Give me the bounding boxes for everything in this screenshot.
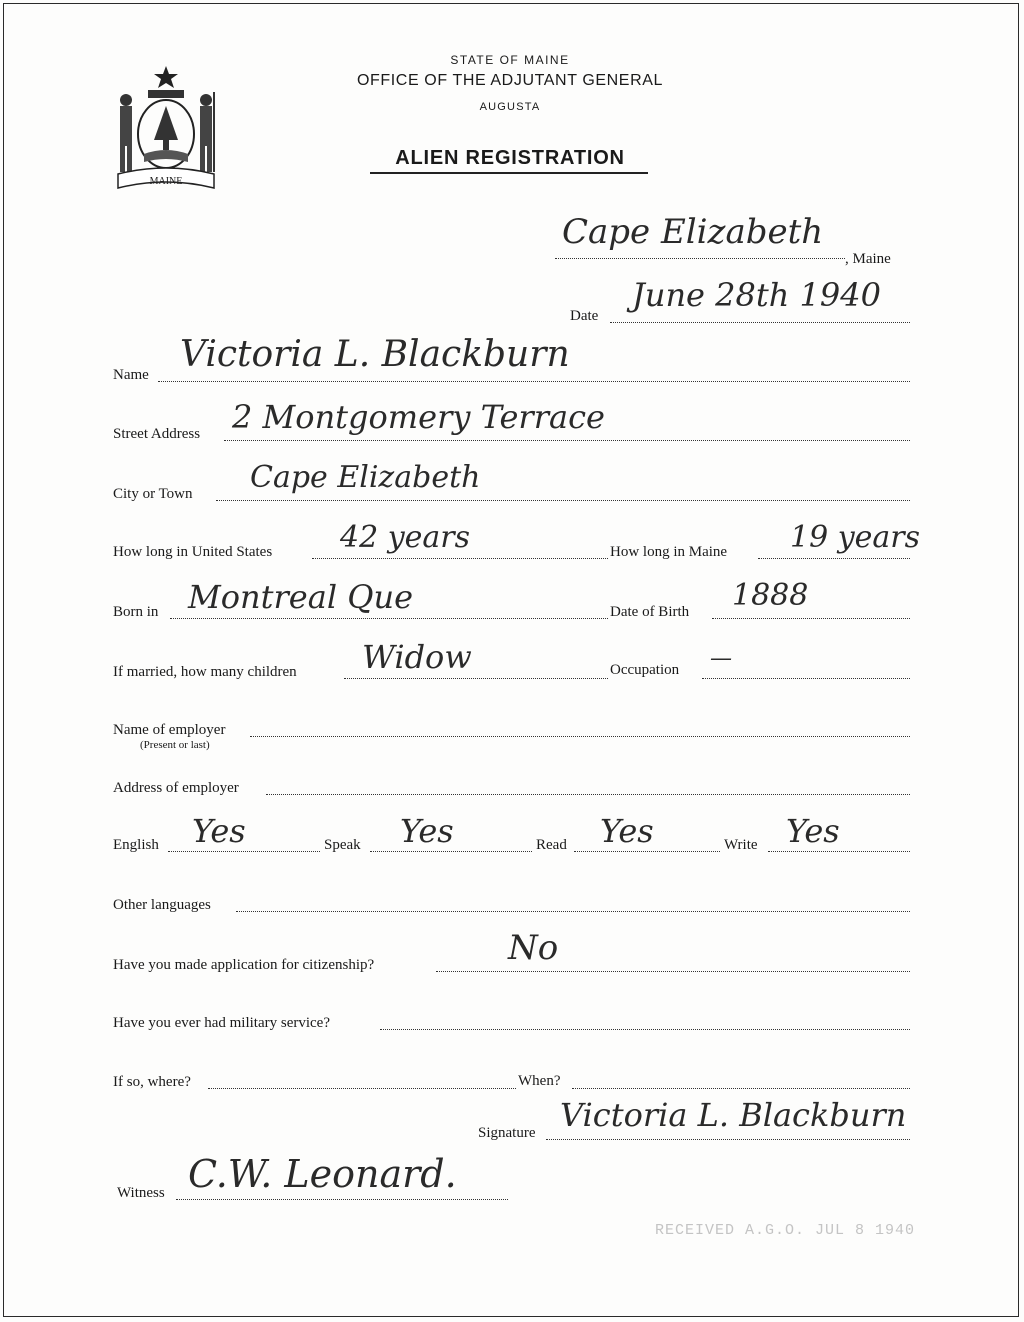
witness-label: Witness	[117, 1185, 165, 1201]
date-label: Date	[570, 308, 599, 324]
dob-value: 1888	[732, 578, 809, 613]
employer-label: Name of employer	[113, 722, 226, 738]
when-label: When?	[518, 1073, 561, 1089]
dob-line	[712, 618, 910, 619]
where-label: If so, where?	[113, 1074, 191, 1090]
how-long-maine-label: How long in Maine	[610, 544, 728, 560]
read-line	[574, 851, 720, 852]
other-languages-line	[236, 911, 910, 912]
english-value: Yes	[192, 812, 246, 850]
citizenship-value: No	[508, 928, 559, 968]
dob-label: Date of Birth	[610, 604, 690, 620]
city-label: City or Town	[113, 486, 193, 502]
occupation-label: Occupation	[610, 662, 680, 678]
write-label: Write	[724, 837, 758, 853]
signature-label: Signature	[478, 1125, 536, 1141]
date-line	[610, 322, 910, 323]
name-value: Victoria L. Blackburn	[180, 334, 570, 375]
form-title: ALIEN REGISTRATION	[395, 147, 625, 169]
header-office: OFFICE OF THE ADJUTANT GENERAL	[356, 72, 664, 89]
signature-line	[546, 1139, 910, 1140]
date-value: June 28th 1940	[632, 276, 881, 314]
street-line	[224, 440, 910, 441]
when-line	[572, 1088, 910, 1089]
how-long-us-line	[312, 558, 608, 559]
children-value: Widow	[362, 638, 472, 676]
street-label: Street Address	[113, 426, 201, 442]
city-value: Cape Elizabeth	[250, 460, 481, 495]
title-underline	[370, 172, 648, 174]
city-line	[216, 500, 910, 501]
signature-value: Victoria L. Blackburn	[560, 1096, 907, 1134]
how-long-us-value: 42 years	[340, 520, 471, 555]
maine-seal-icon	[110, 62, 222, 190]
born-in-line	[170, 618, 608, 619]
occupation-line	[702, 678, 910, 679]
speak-line	[370, 851, 532, 852]
speak-value: Yes	[400, 812, 454, 850]
read-label: Read	[536, 837, 567, 853]
received-stamp: RECEIVED A.G.O. JUL 8 1940	[655, 1222, 916, 1239]
write-line	[768, 851, 910, 852]
employer-note: (Present or last)	[140, 739, 210, 751]
header-city: AUGUSTA	[479, 101, 541, 113]
military-line	[380, 1029, 910, 1030]
children-label: If married, how many children	[113, 664, 297, 680]
how-long-maine-value: 19 years	[790, 520, 921, 555]
children-line	[344, 678, 608, 679]
occupation-value: —	[710, 646, 732, 671]
born-in-label: Born in	[113, 604, 159, 620]
where-line	[208, 1088, 516, 1089]
header-state: STATE OF MAINE	[450, 53, 570, 67]
read-value: Yes	[600, 812, 654, 850]
employer-address-label: Address of employer	[113, 780, 239, 796]
military-label: Have you ever had military service?	[113, 1015, 330, 1031]
english-label: English	[113, 837, 159, 853]
maine-label: , Maine	[845, 251, 891, 267]
english-line	[168, 851, 320, 852]
town-line	[555, 258, 845, 259]
name-line	[158, 381, 910, 382]
name-label: Name	[113, 367, 149, 383]
witness-line	[176, 1199, 508, 1200]
how-long-maine-line	[758, 558, 910, 559]
other-languages-label: Other languages	[113, 897, 211, 913]
write-value: Yes	[786, 812, 840, 850]
citizenship-label: Have you made application for citizenship?	[113, 957, 375, 973]
svg-text:MAINE: MAINE	[149, 176, 183, 187]
employer-line	[250, 736, 910, 737]
how-long-us-label: How long in United States	[113, 544, 273, 560]
witness-value: C.W. Leonard.	[188, 1152, 457, 1196]
town-value: Cape Elizabeth	[562, 212, 824, 252]
citizenship-line	[436, 971, 910, 972]
employer-address-line	[266, 794, 910, 795]
born-in-value: Montreal Que	[188, 578, 413, 616]
street-value: 2 Montgomery Terrace	[232, 398, 605, 436]
speak-label: Speak	[324, 837, 361, 853]
